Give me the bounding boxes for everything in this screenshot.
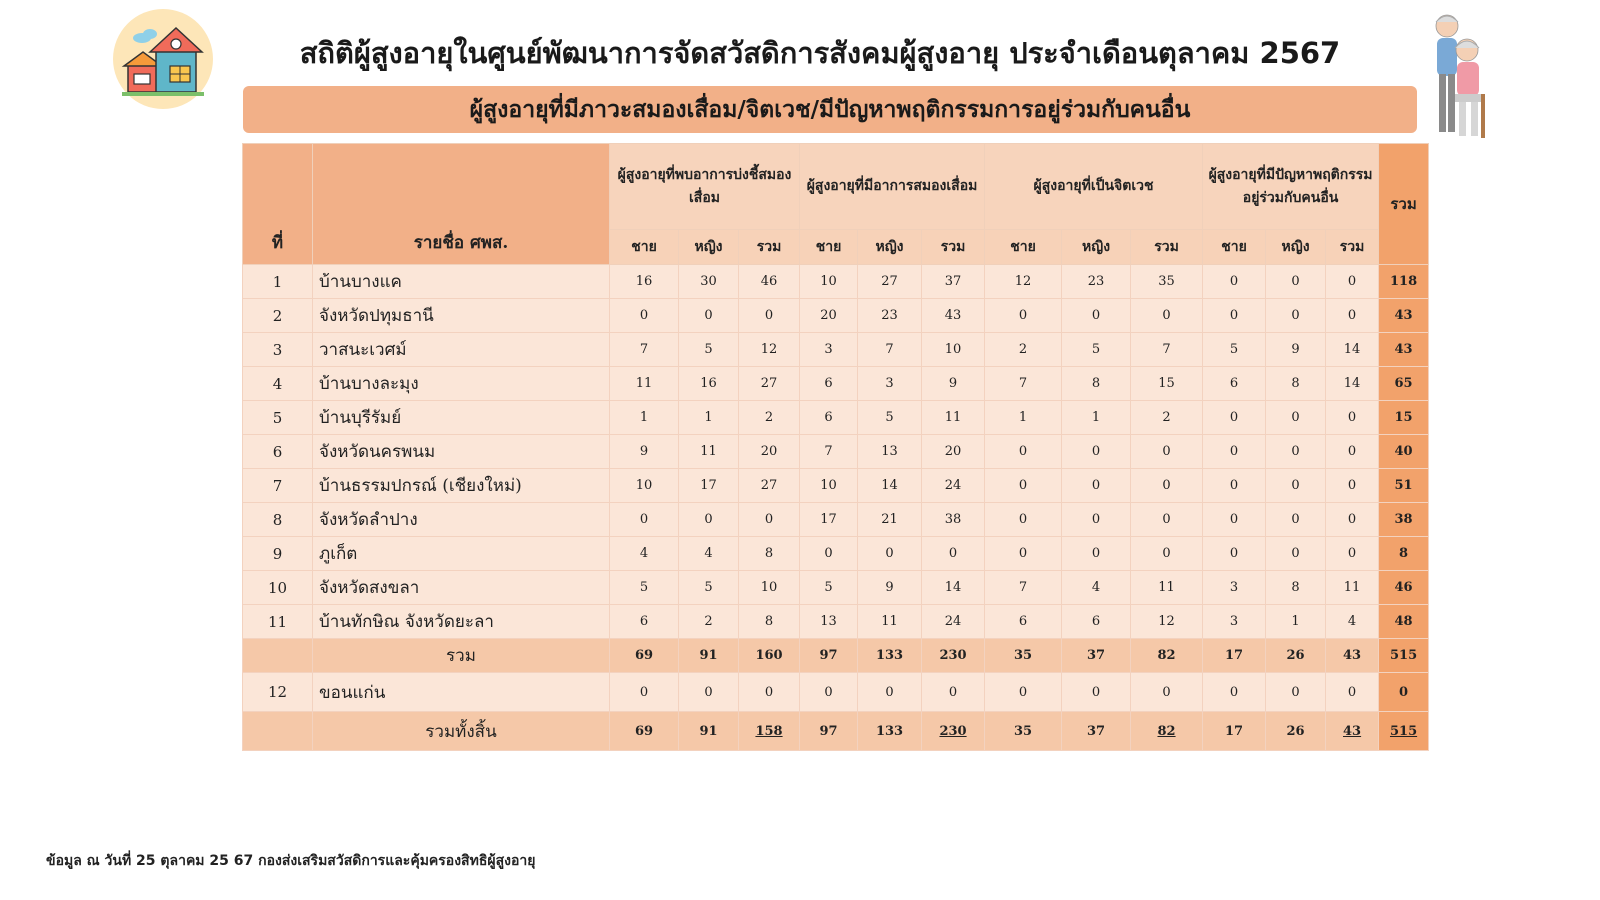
table-row — [243, 639, 1429, 673]
value-cell: 8 — [739, 537, 800, 571]
value-cell: 6 — [1062, 605, 1131, 639]
value-cell: 15 — [1131, 367, 1203, 401]
center-name: ขอนแก่น — [313, 673, 610, 712]
row-index: 10 — [243, 571, 313, 605]
value-cell: 0 — [1266, 401, 1326, 435]
table-row — [243, 299, 1429, 333]
grand-total-label: รวมทั้งสิ้น — [313, 712, 610, 751]
subheader-g1-sum: รวม — [739, 230, 800, 265]
value-cell: 0 — [1062, 299, 1131, 333]
value-cell: 4 — [1326, 605, 1379, 639]
row-index: 1 — [243, 265, 313, 299]
center-name: บ้านบุรีรัมย์ — [313, 401, 610, 435]
center-name: จังหวัดสงขลา — [313, 571, 610, 605]
value-cell: 0 — [1131, 673, 1203, 712]
value-cell: 4 — [679, 537, 739, 571]
value-cell: 12 — [985, 265, 1062, 299]
value-cell: 11 — [858, 605, 922, 639]
value-cell: 20 — [739, 435, 800, 469]
value-cell: 11 — [1131, 571, 1203, 605]
header-group-dementia: ผู้สูงอายุที่มีอาการสมองเสื่อม — [800, 144, 985, 230]
value-cell: 0 — [1326, 265, 1379, 299]
value-cell: 17 — [1203, 712, 1266, 751]
value-cell: 7 — [610, 333, 679, 367]
value-cell: 10 — [739, 571, 800, 605]
value-cell: 0 — [739, 673, 800, 712]
table-row — [243, 469, 1429, 503]
value-cell: 0 — [800, 537, 858, 571]
value-cell: 0 — [1203, 265, 1266, 299]
value-cell: 11 — [679, 435, 739, 469]
value-cell: 5 — [858, 401, 922, 435]
header-group-dementia-signs: ผู้สูงอายุที่พบอาการบ่งชี้สมองเสื่อม — [610, 144, 800, 230]
value-cell: 0 — [985, 503, 1062, 537]
value-cell: 0 — [1131, 503, 1203, 537]
value-cell: 0 — [1326, 299, 1379, 333]
value-cell: 7 — [1131, 333, 1203, 367]
value-cell: 0 — [1203, 469, 1266, 503]
house-icon — [112, 8, 214, 110]
value-cell: 0 — [1266, 299, 1326, 333]
center-name: จังหวัดปทุมธานี — [313, 299, 610, 333]
value-cell: 9 — [858, 571, 922, 605]
value-cell: 35 — [985, 639, 1062, 673]
value-cell: 3 — [1203, 571, 1266, 605]
row-total: 515 — [1379, 639, 1429, 673]
value-cell: 14 — [922, 571, 985, 605]
row-index: 5 — [243, 401, 313, 435]
value-cell: 230 — [922, 639, 985, 673]
subheader-g2-male: ชาย — [800, 230, 858, 265]
value-cell: 4 — [610, 537, 679, 571]
value-cell: 27 — [739, 367, 800, 401]
value-cell: 0 — [1203, 435, 1266, 469]
value-cell: 0 — [1326, 537, 1379, 571]
center-name: จังหวัดนครพนม — [313, 435, 610, 469]
value-cell: 14 — [1326, 333, 1379, 367]
value-cell: 0 — [1062, 435, 1131, 469]
header-group-behavior: ผู้สูงอายุที่มีปัญหาพฤติกรรมอยู่ร่วมกับคนอื่น — [1203, 144, 1379, 230]
value-cell: 2 — [985, 333, 1062, 367]
value-cell: 30 — [679, 265, 739, 299]
value-cell: 0 — [1203, 401, 1266, 435]
row-index: 2 — [243, 299, 313, 333]
row-total: 51 — [1379, 469, 1429, 503]
value-cell: 0 — [1326, 469, 1379, 503]
value-cell: 0 — [1266, 265, 1326, 299]
value-cell: 0 — [739, 503, 800, 537]
row-index: 9 — [243, 537, 313, 571]
value-cell: 69 — [610, 712, 679, 751]
center-name: บ้านบางแค — [313, 265, 610, 299]
value-cell: 0 — [1203, 299, 1266, 333]
row-total: 118 — [1379, 265, 1429, 299]
center-name: จังหวัดลำปาง — [313, 503, 610, 537]
value-cell: 10 — [800, 469, 858, 503]
center-name: บ้านทักษิณ จังหวัดยะลา — [313, 605, 610, 639]
subheader-g3-sum: รวม — [1131, 230, 1203, 265]
value-cell: 24 — [922, 605, 985, 639]
value-cell: 5 — [679, 333, 739, 367]
value-cell: 3 — [858, 367, 922, 401]
value-cell: 17 — [1203, 639, 1266, 673]
row-total: 40 — [1379, 435, 1429, 469]
table-row — [243, 265, 1429, 299]
value-cell: 7 — [858, 333, 922, 367]
value-cell: 7 — [800, 435, 858, 469]
row-total: 43 — [1379, 333, 1429, 367]
value-cell: 2 — [739, 401, 800, 435]
value-cell: 0 — [985, 673, 1062, 712]
value-cell: 0 — [985, 435, 1062, 469]
value-cell: 10 — [610, 469, 679, 503]
value-cell: 0 — [1203, 537, 1266, 571]
value-cell: 6 — [985, 605, 1062, 639]
value-cell: 0 — [1062, 469, 1131, 503]
value-cell: 6 — [1203, 367, 1266, 401]
value-cell: 12 — [739, 333, 800, 367]
value-cell: 37 — [1062, 712, 1131, 751]
value-cell: 0 — [922, 673, 985, 712]
value-cell: 5 — [800, 571, 858, 605]
value-cell: 0 — [679, 299, 739, 333]
value-cell: 0 — [985, 299, 1062, 333]
value-cell: 10 — [922, 333, 985, 367]
value-cell: 11 — [922, 401, 985, 435]
row-total: 43 — [1379, 299, 1429, 333]
row-total: 38 — [1379, 503, 1429, 537]
value-cell: 6 — [800, 401, 858, 435]
subheader-g4-sum: รวม — [1326, 230, 1379, 265]
value-cell: 12 — [1131, 605, 1203, 639]
value-cell: 13 — [800, 605, 858, 639]
value-cell: 2 — [1131, 401, 1203, 435]
value-cell: 0 — [1266, 435, 1326, 469]
value-cell: 0 — [679, 503, 739, 537]
value-cell: 0 — [1131, 299, 1203, 333]
row-index-blank — [243, 639, 313, 673]
subheader-g2-sum: รวม — [922, 230, 985, 265]
row-total: 48 — [1379, 605, 1429, 639]
row-index: 8 — [243, 503, 313, 537]
table-row — [243, 435, 1429, 469]
value-cell: 43 — [922, 299, 985, 333]
value-cell: 1 — [1266, 605, 1326, 639]
value-cell: 20 — [800, 299, 858, 333]
row-total: 0 — [1379, 673, 1429, 712]
table-row — [243, 571, 1429, 605]
elderly-couple-illustration — [1425, 8, 1495, 143]
value-cell: 0 — [1266, 537, 1326, 571]
subheader-g3-male: ชาย — [985, 230, 1062, 265]
value-cell: 0 — [1062, 537, 1131, 571]
value-cell: 7 — [985, 571, 1062, 605]
value-cell: 26 — [1266, 712, 1326, 751]
value-cell: 0 — [1266, 469, 1326, 503]
value-cell: 23 — [858, 299, 922, 333]
value-cell: 2 — [679, 605, 739, 639]
value-cell: 37 — [922, 265, 985, 299]
table-row — [243, 605, 1429, 639]
value-cell: 1 — [679, 401, 739, 435]
center-name: บ้านบางละมุง — [313, 367, 610, 401]
value-cell: 0 — [1203, 673, 1266, 712]
subheader-g3-female: หญิง — [1062, 230, 1131, 265]
subheader-g4-male: ชาย — [1203, 230, 1266, 265]
value-cell: 35 — [985, 712, 1062, 751]
value-cell: 0 — [1326, 503, 1379, 537]
value-cell: 3 — [1203, 605, 1266, 639]
value-cell: 16 — [679, 367, 739, 401]
row-index: 7 — [243, 469, 313, 503]
value-cell: 158 — [739, 712, 800, 751]
row-total: 8 — [1379, 537, 1429, 571]
value-cell: 43 — [1326, 712, 1379, 751]
value-cell: 21 — [858, 503, 922, 537]
page-subtitle: ผู้สูงอายุที่มีภาวะสมองเสื่อม/จิตเวช/มีปัญหาพฤติกรรมการอยู่ร่วมกับคนอื่น — [243, 86, 1417, 133]
value-cell: 97 — [800, 712, 858, 751]
value-cell: 5 — [679, 571, 739, 605]
value-cell: 97 — [800, 639, 858, 673]
value-cell: 0 — [858, 673, 922, 712]
value-cell: 35 — [1131, 265, 1203, 299]
value-cell: 11 — [610, 367, 679, 401]
row-total: 15 — [1379, 401, 1429, 435]
value-cell: 0 — [1326, 401, 1379, 435]
value-cell: 0 — [985, 537, 1062, 571]
value-cell: 0 — [1062, 503, 1131, 537]
value-cell: 160 — [739, 639, 800, 673]
value-cell: 3 — [800, 333, 858, 367]
value-cell: 0 — [610, 673, 679, 712]
value-cell: 1 — [985, 401, 1062, 435]
value-cell: 9 — [610, 435, 679, 469]
value-cell: 0 — [800, 673, 858, 712]
table-row — [243, 367, 1429, 401]
value-cell: 5 — [610, 571, 679, 605]
value-cell: 9 — [1266, 333, 1326, 367]
value-cell: 26 — [1266, 639, 1326, 673]
table-row — [243, 333, 1429, 367]
table-row — [243, 712, 1429, 751]
value-cell: 0 — [1326, 673, 1379, 712]
table-row — [243, 673, 1429, 712]
value-cell: 0 — [985, 469, 1062, 503]
value-cell: 24 — [922, 469, 985, 503]
value-cell: 91 — [679, 712, 739, 751]
value-cell: 46 — [739, 265, 800, 299]
value-cell: 6 — [610, 605, 679, 639]
value-cell: 0 — [858, 537, 922, 571]
value-cell: 1 — [1062, 401, 1131, 435]
value-cell: 5 — [1203, 333, 1266, 367]
value-cell: 37 — [1062, 639, 1131, 673]
value-cell: 5 — [1062, 333, 1131, 367]
value-cell: 4 — [1062, 571, 1131, 605]
header-index: ที่ — [243, 144, 313, 265]
header-group-psychiatric: ผู้สูงอายุที่เป็นจิตเวช — [985, 144, 1203, 230]
subheader-g1-female: หญิง — [679, 230, 739, 265]
header-total: รวม — [1379, 144, 1429, 265]
page-title: สถิติผู้สูงอายุในศูนย์พัฒนาการจัดสวัสดิการสังคมผู้สูงอายุ ประจำเดือนตุลาคม 2567 — [299, 36, 1341, 70]
value-cell: 13 — [858, 435, 922, 469]
table-row — [243, 503, 1429, 537]
row-total: 65 — [1379, 367, 1429, 401]
subheader-g4-female: หญิง — [1266, 230, 1326, 265]
value-cell: 0 — [610, 299, 679, 333]
value-cell: 0 — [610, 503, 679, 537]
value-cell: 7 — [985, 367, 1062, 401]
row-total: 515 — [1379, 712, 1429, 751]
value-cell: 133 — [858, 712, 922, 751]
value-cell: 0 — [922, 537, 985, 571]
subtotal-label: รวม — [313, 639, 610, 673]
value-cell: 0 — [1131, 469, 1203, 503]
value-cell: 6 — [800, 367, 858, 401]
value-cell: 0 — [1266, 673, 1326, 712]
center-name: ภูเก็ต — [313, 537, 610, 571]
value-cell: 82 — [1131, 639, 1203, 673]
value-cell: 0 — [1326, 435, 1379, 469]
header-center-name: รายชื่อ ศพส. — [313, 144, 610, 265]
value-cell: 0 — [1131, 435, 1203, 469]
row-index-blank — [243, 712, 313, 751]
row-index: 12 — [243, 673, 313, 712]
table-row — [243, 537, 1429, 571]
value-cell: 8 — [1266, 367, 1326, 401]
value-cell: 17 — [679, 469, 739, 503]
value-cell: 0 — [1131, 537, 1203, 571]
center-name: บ้านธรรมปกรณ์ (เชียงใหม่) — [313, 469, 610, 503]
row-index: 6 — [243, 435, 313, 469]
center-name: วาสนะเวศม์ — [313, 333, 610, 367]
subheader-g1-male: ชาย — [610, 230, 679, 265]
value-cell: 0 — [1203, 503, 1266, 537]
value-cell: 17 — [800, 503, 858, 537]
value-cell: 23 — [1062, 265, 1131, 299]
value-cell: 0 — [1266, 503, 1326, 537]
value-cell: 8 — [739, 605, 800, 639]
value-cell: 8 — [1062, 367, 1131, 401]
elderly-stats-table — [242, 143, 1429, 751]
value-cell: 38 — [922, 503, 985, 537]
row-total: 46 — [1379, 571, 1429, 605]
value-cell: 8 — [1266, 571, 1326, 605]
value-cell: 82 — [1131, 712, 1203, 751]
value-cell: 20 — [922, 435, 985, 469]
subheader-g2-female: หญิง — [858, 230, 922, 265]
value-cell: 1 — [610, 401, 679, 435]
value-cell: 0 — [739, 299, 800, 333]
value-cell: 16 — [610, 265, 679, 299]
value-cell: 10 — [800, 265, 858, 299]
value-cell: 14 — [858, 469, 922, 503]
value-cell: 14 — [1326, 367, 1379, 401]
row-index: 3 — [243, 333, 313, 367]
value-cell: 91 — [679, 639, 739, 673]
value-cell: 27 — [739, 469, 800, 503]
value-cell: 0 — [679, 673, 739, 712]
value-cell: 133 — [858, 639, 922, 673]
table-row — [243, 401, 1429, 435]
value-cell: 27 — [858, 265, 922, 299]
data-source-footnote: ข้อมูล ณ วันที่ 25 ตุลาคม 25 67 กองส่งเสริมสวัสดิการและคุ้มครองสิทธิผู้สูงอายุ — [46, 853, 536, 869]
value-cell: 0 — [1062, 673, 1131, 712]
row-index: 4 — [243, 367, 313, 401]
value-cell: 11 — [1326, 571, 1379, 605]
value-cell: 9 — [922, 367, 985, 401]
value-cell: 69 — [610, 639, 679, 673]
row-index: 11 — [243, 605, 313, 639]
value-cell: 43 — [1326, 639, 1379, 673]
value-cell: 230 — [922, 712, 985, 751]
